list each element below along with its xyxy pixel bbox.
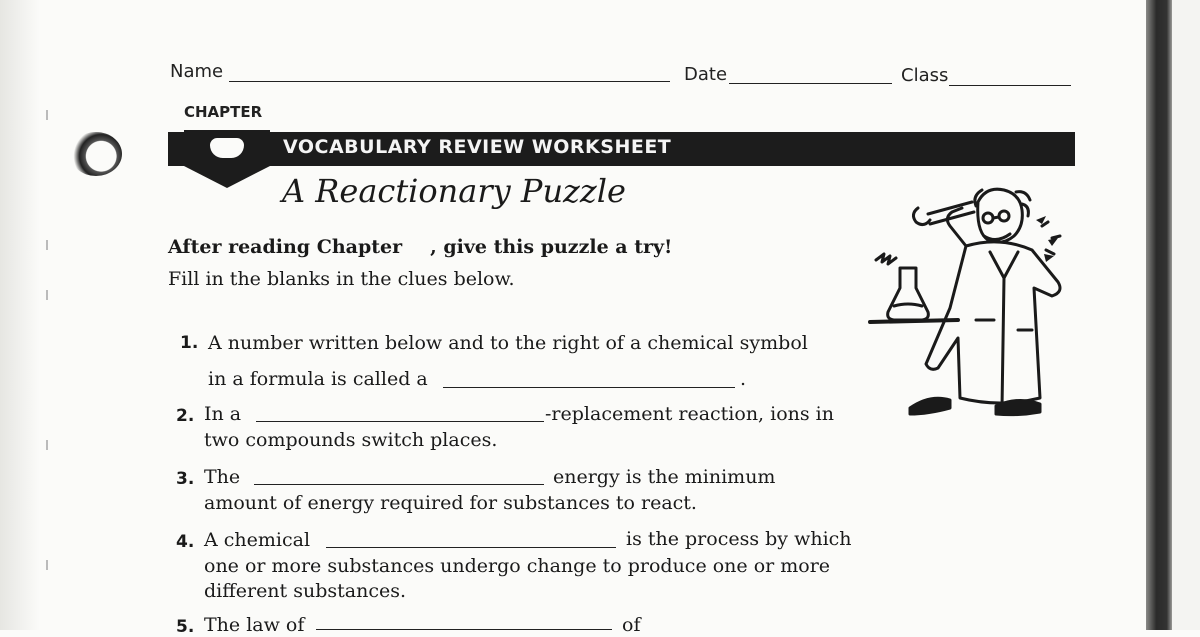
clue-4-line-3: different substances. — [204, 580, 406, 602]
margin-tick — [46, 110, 48, 120]
intro-line-2: Fill in the blanks in the clues below. — [168, 268, 515, 290]
clue-3-line-2: amount of energy required for substances to react. — [204, 492, 697, 514]
intro-text-after: , give this puzzle a try! — [430, 236, 673, 258]
page-left-shadow — [0, 0, 40, 630]
clue-5-text-after: of — [622, 614, 641, 636]
binder-hole — [70, 132, 122, 176]
clue-3-blank[interactable] — [254, 484, 544, 485]
class-field[interactable] — [949, 85, 1071, 86]
clue-3-text-after: energy is the minimum — [553, 466, 776, 488]
date-field[interactable] — [729, 83, 892, 84]
name-label: Name — [170, 61, 224, 82]
clue-3-text-before: The — [204, 466, 241, 488]
clue-2-text-before: In a — [204, 403, 242, 425]
clue-4-line-2: one or more substances undergo change to produce one or more — [204, 555, 831, 577]
clue-4-number: 4. — [176, 532, 195, 552]
margin-tick — [46, 440, 48, 450]
clue-4-text-before: A chemical — [204, 529, 311, 551]
date-label: Date — [684, 64, 728, 85]
clue-5-number: 5. — [176, 617, 195, 637]
chapter-label: CHAPTER — [184, 103, 263, 121]
clue-1-number: 1. — [180, 333, 199, 353]
clue-5-text-before: The law of — [204, 614, 305, 636]
clue-1-line-2: in a formula is called a — [208, 368, 428, 390]
intro-line-1 — [168, 236, 672, 258]
clue-3-number: 3. — [176, 469, 195, 489]
scan-right-edge — [1146, 0, 1172, 630]
scientist-with-flask-icon — [866, 180, 1086, 420]
clue-2-text-after: -replacement reaction, ions in — [545, 403, 834, 425]
clue-1-blank[interactable] — [443, 387, 735, 388]
clue-2-number: 2. — [176, 406, 195, 426]
clue-4-blank[interactable] — [326, 547, 616, 548]
class-label: Class — [901, 65, 949, 86]
intro-text-before: After reading Chapter — [168, 236, 403, 258]
margin-tick — [46, 240, 48, 250]
puzzle-title: A Reactionary Puzzle — [282, 172, 626, 210]
clue-4-text-after: is the process by which — [626, 528, 852, 550]
margin-tick — [46, 290, 48, 300]
worksheet-title: VOCABULARY REVIEW WORKSHEET — [283, 136, 672, 158]
book-icon — [210, 138, 244, 158]
clue-2-blank[interactable] — [256, 421, 544, 422]
scan-right-margin — [1172, 0, 1200, 630]
margin-tick — [46, 560, 48, 570]
clue-2-line-2: two compounds switch places. — [204, 429, 498, 451]
name-field[interactable] — [229, 81, 670, 82]
clue-1-period: . — [740, 368, 747, 390]
clue-1-line-1: A number written below and to the right of a chemical symbol — [208, 332, 808, 354]
